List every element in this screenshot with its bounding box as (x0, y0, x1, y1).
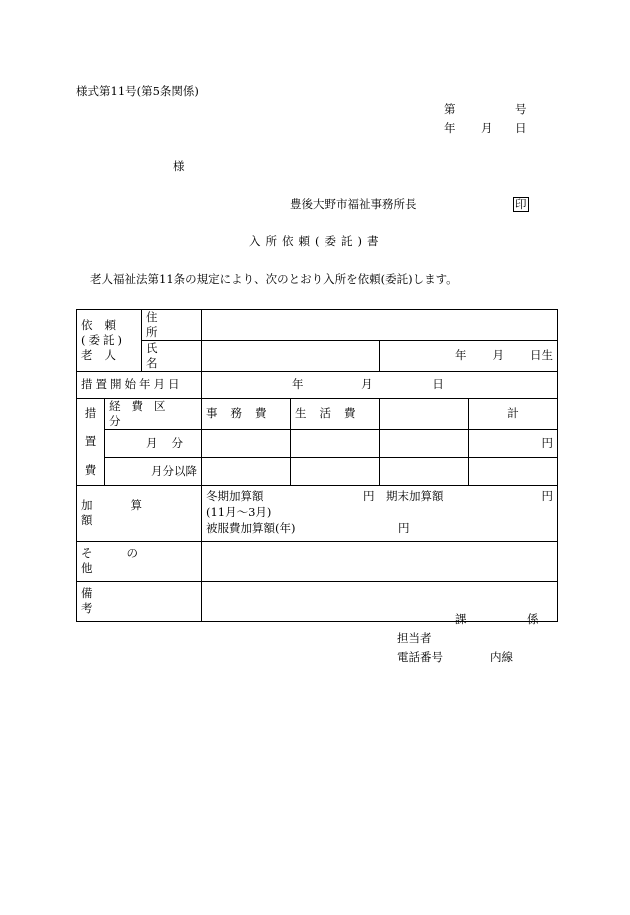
subsection-label: 係 (527, 612, 539, 626)
document-title: 入所依頼(委託)書 (249, 234, 384, 248)
other-label: その他 (77, 541, 202, 581)
winter-period: (11月〜3月) (206, 504, 272, 519)
address-row (77, 310, 558, 341)
name-row (77, 340, 558, 371)
doc-number-suffix: 号 (515, 102, 527, 116)
month-other-cost[interactable] (380, 429, 469, 457)
total-header: 計 (469, 398, 558, 429)
name-label: 氏名 (142, 340, 202, 371)
seal-label: 印 (515, 197, 527, 211)
date-year: 年 (444, 121, 456, 135)
month-office-cost[interactable] (202, 429, 291, 457)
month-share-label: 月分 (105, 429, 202, 457)
elder-label-line: 老人 (81, 347, 128, 362)
month-total[interactable]: 円 (469, 429, 558, 457)
name-value[interactable] (202, 340, 380, 371)
blank-header (380, 398, 469, 429)
living-cost-header: 生活費 (291, 398, 380, 429)
birthdate-cell[interactable] (380, 340, 558, 371)
office-cost-header: 事務費 (202, 398, 291, 429)
date-day: 日 (515, 121, 527, 135)
cost-label-cell (77, 398, 105, 485)
request-form-table (76, 309, 558, 622)
cost-category-label: 経費区分 (105, 398, 202, 429)
remarks-label: 備考 (77, 581, 202, 621)
start-date-label: 措置開始年月日 (77, 371, 202, 398)
after-other-cost[interactable] (380, 457, 469, 485)
intro-text: 老人福祉法第11条の規定により、次のとおり入所を依頼(委託)します。 (90, 272, 458, 286)
extension-label: 内線 (490, 650, 513, 664)
seal-mark (513, 197, 529, 212)
month-after-label: 月分以降 (105, 457, 202, 485)
addition-values[interactable] (202, 485, 558, 541)
elder-label-cell (77, 310, 142, 372)
date-month: 月 (481, 121, 493, 135)
after-month-row (77, 457, 558, 485)
remarks-value[interactable] (202, 581, 558, 621)
form-number: 様式第11号(第5条関係) (76, 84, 199, 98)
issuer-name: 豊後大野市福祉事務所長 (290, 197, 417, 211)
other-row (77, 541, 558, 581)
month-row (77, 429, 558, 457)
other-value[interactable] (202, 541, 558, 581)
winter-line: 冬期加算額 円 期末加算額 円 (206, 488, 553, 503)
clothing-line: 被服費加算額(年) 円 (206, 520, 410, 535)
start-date-row (77, 371, 558, 398)
birthdate-units: 年 月 日生 (455, 348, 553, 363)
address-label: 住所 (142, 310, 202, 341)
section-label: 課 (455, 612, 467, 626)
remarks-row (77, 581, 558, 621)
after-living-cost[interactable] (291, 457, 380, 485)
phone-number-label: 電話番号 (397, 650, 443, 664)
addressee-honorific: 様 (173, 159, 185, 173)
after-office-cost[interactable] (202, 457, 291, 485)
month-living-cost[interactable] (291, 429, 380, 457)
addition-label: 加算額 (77, 485, 202, 541)
address-value[interactable] (202, 310, 558, 341)
addition-row (77, 485, 558, 541)
start-date-value[interactable]: 年 月 日 (202, 371, 558, 398)
elder-label-line: 依頼 (81, 317, 128, 332)
cost-label: 措 置 費 (84, 405, 97, 477)
cost-header-row (77, 398, 558, 429)
doc-number-prefix: 第 (444, 102, 456, 116)
elder-label-line: (委託) (81, 332, 125, 347)
person-in-charge-label: 担当者 (397, 631, 432, 645)
after-total[interactable] (469, 457, 558, 485)
